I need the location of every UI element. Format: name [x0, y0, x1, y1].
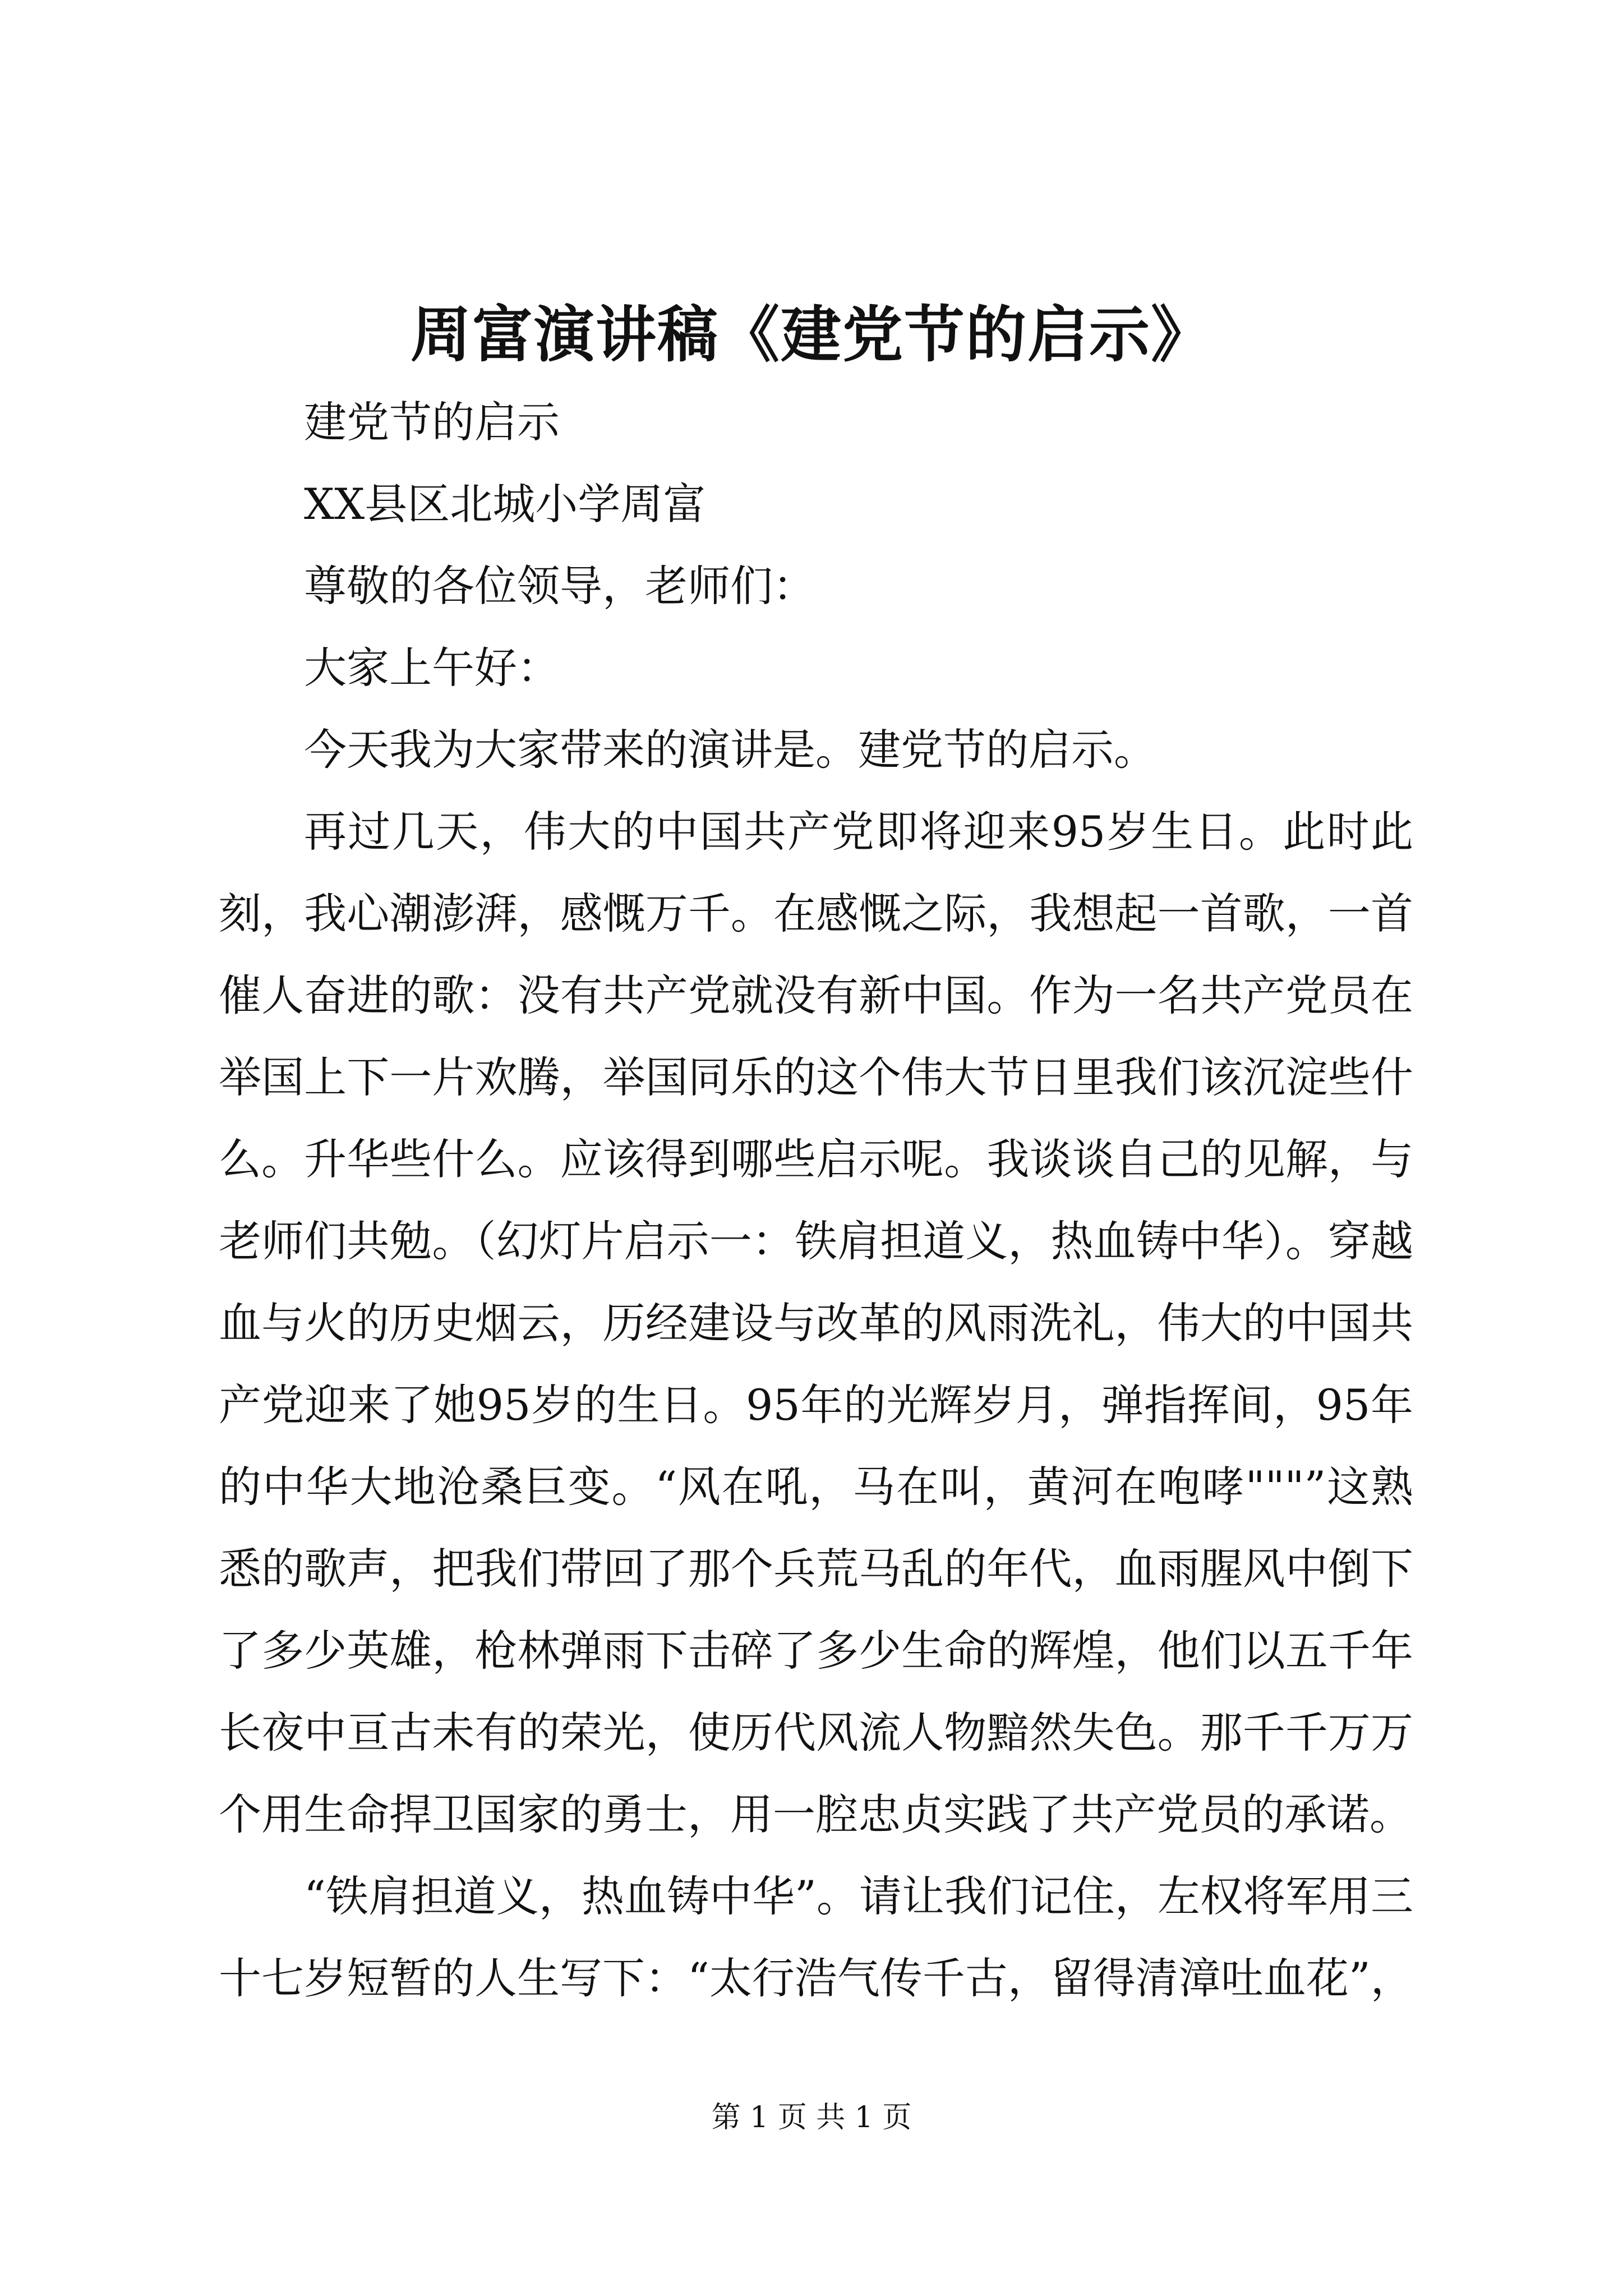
paragraph-salutation: 尊敬的各位领导，老师们：: [304, 561, 815, 611]
document-title: 周富演讲稿《建党节的启示》: [410, 300, 1212, 371]
paragraph-heading: 建党节的启示: [304, 397, 560, 447]
paragraph-intro: 今天我为大家带来的演讲是。建党节的启示。: [304, 725, 1156, 775]
page-footer: 第 1 页 共 1 页: [711, 2101, 912, 2134]
paragraph-main: 再过几天，伟大的中国共产党即将迎来95岁生日。此时此刻，我心潮澎湃，感慨万千。在感慨之际，我想起一首歌，一首催人奋进的歌：没有共产党就没有新中国。作为一名共产党员在举国上下一片欢腾，举国同乐的这个伟大节日里我们该沉淀些什么。升华些什么。应该得到哪些启示呢。我谈谈自己的见解，与老师们共勉。（幻灯片启示一：铁肩担道义，热血铸中华）。穿越血与火的历史烟云，历经建设与改革的风雨洗礼，伟大的中国共产党迎来了她95岁的生日。95年的光辉岁月，弹指挥间，95年的中华大地沧桑巨变。“风在吼，马在叫，黄河在咆哮"""”这熟悉的歌声，把我们带回了那个兵荒马乱的年代，血雨腥风中倒下了多少英雄，枪林弹雨下击碎了多少生命的辉煌，他们以五千年长夜中亘古未有的荣光，使历代风流人物黯然失色。那千千万万个用生命捍卫国家的勇士，用一腔忠贞实践了共产党员的承诺。: [219, 807, 1413, 1839]
paragraph-speaker: XX县区北城小学周富: [304, 479, 706, 529]
document-body: [219, 381, 1413, 2019]
paragraph-greeting: 大家上午好：: [304, 643, 560, 693]
paragraph-continuation: “铁肩担道义，热血铸中华”。请让我们记住，左权将军用三十七岁短暂的人生写下：“太行浩气传千古，留得清漳吐血花”，: [219, 1871, 1413, 2003]
